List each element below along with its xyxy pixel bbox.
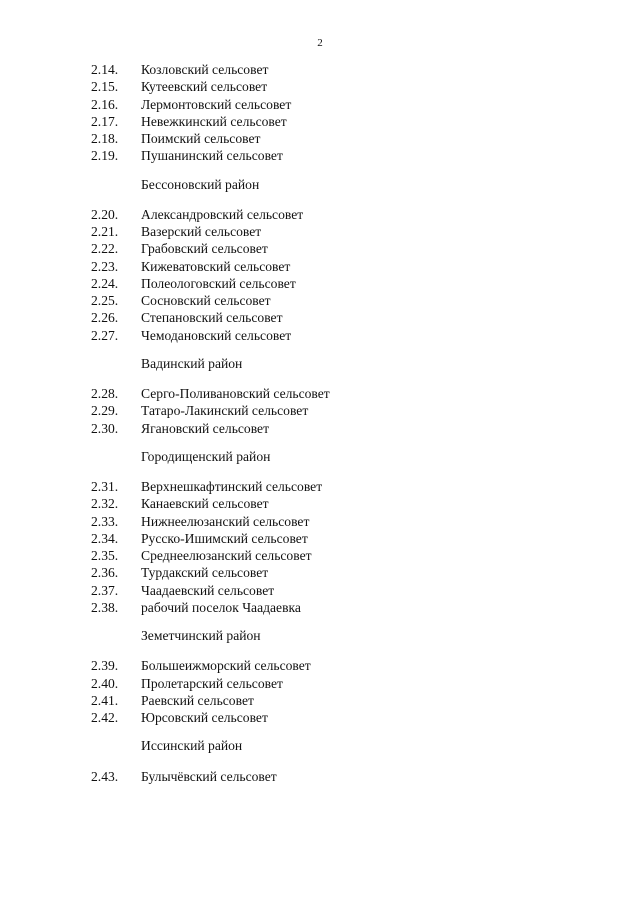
- list-item: [91, 768, 611, 785]
- item-name: Юрсовский сельсовет: [141, 710, 268, 725]
- item-number: 2.17.: [91, 113, 119, 129]
- district-heading: Земетчинский район: [141, 628, 261, 643]
- list-item: [91, 113, 611, 130]
- item-number: 2.21.: [91, 224, 119, 239]
- item-number: 2.42.: [91, 710, 119, 725]
- item-name: Грабовский сельсовет: [141, 241, 268, 257]
- item-name: Полеологовский сельсовет: [141, 275, 296, 291]
- item-name: Кутеевский сельсовет: [141, 79, 268, 95]
- item-name: Серго-Поливановский сельсовет: [141, 386, 330, 401]
- list-item: [91, 599, 611, 616]
- item-name: Степановский сельсовет: [141, 310, 283, 326]
- list-item: [91, 657, 611, 674]
- list-item: [91, 478, 611, 495]
- item-number: 2.18.: [91, 131, 119, 146]
- list-item: [91, 582, 611, 599]
- item-name: Нижнеелюзанский сельсовет: [141, 513, 310, 529]
- list-item: [91, 130, 611, 147]
- district-heading: Иссинский район: [141, 738, 243, 754]
- item-number: 2.36.: [91, 565, 119, 581]
- item-name: рабочий поселок Чаадаевка: [141, 599, 301, 615]
- item-number: 2.27.: [91, 327, 119, 343]
- list-item: [91, 402, 611, 419]
- item-number: 2.41.: [91, 692, 119, 708]
- document-body: [91, 61, 611, 785]
- item-number: 2.32.: [91, 496, 119, 512]
- item-number: 2.31.: [91, 479, 119, 494]
- list-item: [91, 223, 611, 240]
- list-item: [91, 675, 611, 692]
- item-number: 2.35.: [91, 548, 119, 563]
- list-item: [91, 147, 611, 164]
- list-item: [91, 78, 611, 95]
- list-item: [91, 327, 611, 344]
- item-name: Русско-Ишимский сельсовет: [141, 530, 308, 546]
- item-number: 2.30.: [91, 420, 119, 436]
- list-item: [91, 530, 611, 547]
- item-name: Верхнешкафтинский сельсовет: [141, 479, 323, 494]
- item-name: Большеижморский сельсовет: [141, 658, 311, 674]
- item-number: 2.37.: [91, 582, 119, 598]
- item-number: 2.14.: [91, 62, 119, 77]
- district-heading: Вадинский район: [141, 355, 243, 371]
- item-name: Булычёвский сельсовет: [141, 768, 277, 784]
- list-item: [91, 564, 611, 581]
- list-item: [91, 692, 611, 709]
- item-number: 2.15.: [91, 79, 119, 95]
- item-name: Чемодановский сельсовет: [141, 327, 292, 343]
- item-name: Татаро-Лакинский сельсовет: [141, 403, 309, 419]
- item-name: Козловский сельсовет: [141, 62, 269, 77]
- list-item: [91, 547, 611, 564]
- page-number: 2: [317, 37, 323, 49]
- list-item: [91, 495, 611, 512]
- list-item: [91, 240, 611, 257]
- item-number: 2.29.: [91, 403, 119, 419]
- item-name: Александровский сельсовет: [141, 206, 304, 222]
- item-number: 2.24.: [91, 275, 119, 291]
- list-item: [91, 96, 611, 113]
- list-item: [91, 709, 611, 726]
- item-name: Невежкинский сельсовет: [141, 113, 287, 129]
- item-number: 2.28.: [91, 386, 119, 401]
- item-number: 2.34.: [91, 530, 119, 546]
- item-number: 2.38.: [91, 599, 119, 615]
- list-item: [91, 275, 611, 292]
- district-heading: Городищенский район: [141, 448, 271, 464]
- list-item: [91, 292, 611, 309]
- item-number: 2.23.: [91, 258, 119, 274]
- item-name: Пушанинский сельсовет: [141, 148, 283, 164]
- item-number: 2.16.: [91, 96, 119, 112]
- item-name: Ягановский сельсовет: [141, 420, 270, 436]
- item-number: 2.40.: [91, 675, 119, 691]
- list-item: [91, 420, 611, 437]
- list-item: [91, 385, 611, 402]
- list-item: [91, 206, 611, 223]
- item-name: Вазерский сельсовет: [141, 224, 262, 239]
- item-name: Сосновский сельсовет: [141, 293, 271, 308]
- item-number: 2.39.: [91, 658, 119, 674]
- item-name: Среднеелюзанский сельсовет: [141, 548, 312, 563]
- item-number: 2.19.: [91, 148, 119, 164]
- item-number: 2.43.: [91, 768, 119, 784]
- list-item: [91, 513, 611, 530]
- item-number: 2.25.: [91, 293, 119, 308]
- item-number: 2.20.: [91, 206, 119, 222]
- item-name: Пролетарский сельсовет: [141, 675, 283, 691]
- item-name: Лермонтовский сельсовет: [141, 96, 292, 112]
- item-name: Раевский сельсовет: [141, 692, 254, 708]
- item-name: Поимский сельсовет: [141, 131, 261, 146]
- item-name: Турдакский сельсовет: [141, 565, 269, 581]
- item-number: 2.26.: [91, 310, 119, 326]
- list-item: [91, 258, 611, 275]
- list-item: [91, 309, 611, 326]
- item-name: Кижеватовский сельсовет: [141, 258, 291, 274]
- district-heading: Бессоновский район: [141, 176, 260, 192]
- item-number: 2.22.: [91, 241, 119, 257]
- item-name: Канаевский сельсовет: [141, 496, 269, 512]
- item-number: 2.33.: [91, 513, 119, 529]
- item-name: Чаадаевский сельсовет: [141, 582, 275, 598]
- list-item: [91, 61, 611, 78]
